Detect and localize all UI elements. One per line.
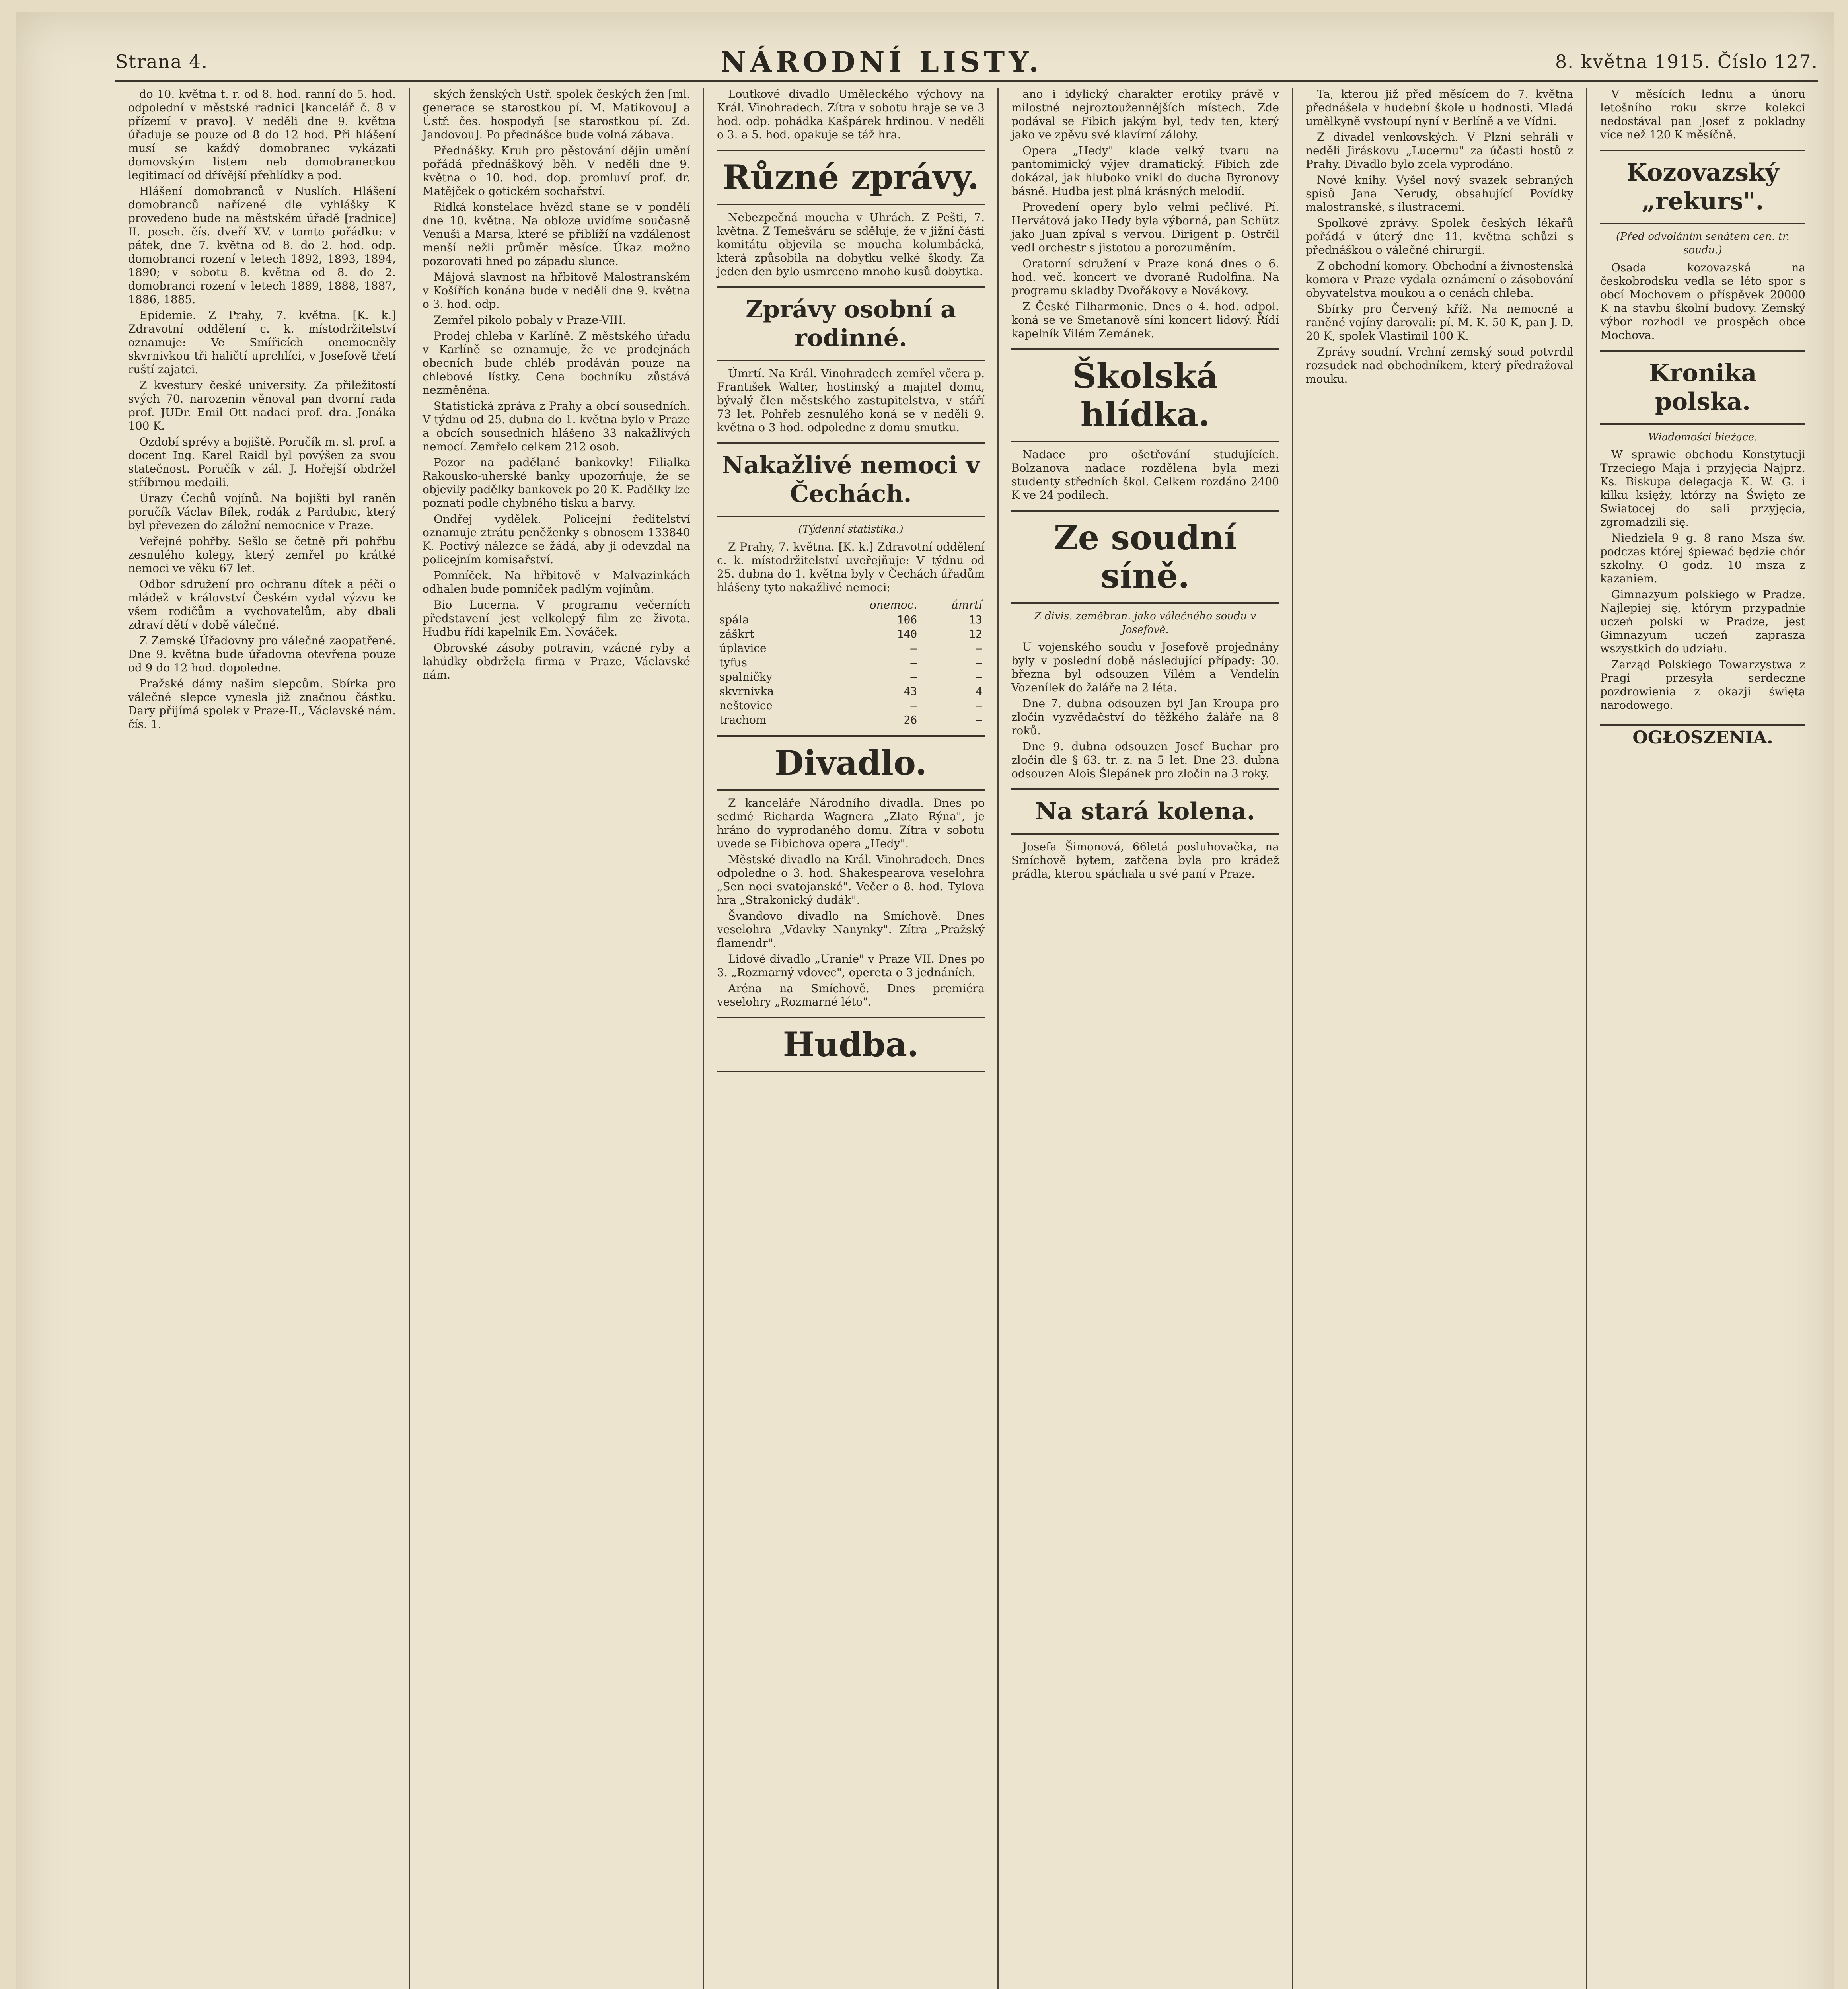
table-cell: 140 [897, 627, 917, 640]
table-cell: — [910, 699, 917, 712]
article-paragraph: V měsících lednu a únoru letošního roku skrze kolekci nedostával pan Josef z pokladny více než 120 K měsíčně. [1600, 88, 1805, 141]
article-paragraph: Městské divadlo na Král. Vinohradech. Dnes odpoledne o 3. hod. Shakespearova veselohra „Sen noci svatojanské". Večer o 8. hod. Tylova hra „Strakonický dudák". [717, 853, 985, 907]
article-paragraph: Osada kozovazská na českobrodsku vedla se léto spor s obcí Mochovem o příspěvek 20000 K na stavbu školní budovy. Zemský výbor rozhodl ve prospěch obce Mochova. [1600, 261, 1805, 342]
article-paragraph: do 10. května t. r. od 8. hod. ranní do 5. hod. odpolední v městské radnici [kancelář č. 8 v přízemí v pravo]. V neděli dne 9. května úřaduje se pouze od 8 do 12 hod. Při hlášení musí se každý domobranec vykázati domovským listem neb domobraneckou legitimací od dřívější přehlídky a pod. [128, 88, 396, 182]
table-header-cell: úmrtí [951, 598, 982, 611]
article-paragraph: Z divadel venkovských. V Plzni sehráli v neděli Jiráskovu „Lucernu" za účasti hostů z Prahy. Divadlo bylo zcela vyprodáno. [1306, 130, 1573, 171]
table-cell: — [976, 642, 982, 655]
table-cell: — [976, 670, 982, 683]
section-heading-hudba: Hudba. [717, 1017, 985, 1072]
section-heading-ruzne-zpravy: Různé zprávy. [717, 150, 985, 205]
section-heading-kozovazsky-rekurs: Kozovazský „rekurs". [1600, 150, 1805, 224]
article-paragraph: Niedziela 9 g. 8 rano Msza św. podczas której śpiewać będzie chór szkolny. O godz. 10 msza z kazaniem. [1600, 531, 1805, 585]
article-paragraph: Nové knihy. Vyšel nový svazek sebraných spisů Jana Nerudy, obsahující Povídky malostranské, s ilustracemi. [1306, 173, 1573, 214]
article-paragraph: Opera „Hedy" klade velký tvaru na pantomimický výjev dramatický. Fibich zde dokázal, jak hluboko vnikl do ducha Byronovy básně. Hudba jest plná krásných melodií. [1011, 144, 1279, 198]
newspaper-title: NÁRODNÍ LISTY. [721, 45, 1043, 78]
article-paragraph: Z Zemské Úřadovny pro válečné zaopatřené. Dne 9. května bude úřadovna otevřena pouze od 9 do 12 hod. dopoledne. [128, 634, 396, 674]
column-3 [704, 88, 999, 1989]
article-paragraph: Odbor sdružení pro ochranu dítek a péči o mládež v království Českém vydal výzvu ke všem rodičům a vychovatelům, aby dbali zdraví dětí v době válečné. [128, 578, 396, 631]
table-cell: úplavice [719, 642, 767, 655]
article-paragraph: Úmrtí. Na Král. Vinohradech zemřel včera p. František Walter, hostinský a majitel domu, bývalý člen městského zastupitelstva, v stáří 73 let. Pohřeb zesnulého koná se v neděli 9. května o 3 hod. odpoledne z domu smutku. [717, 367, 985, 434]
article-paragraph: Aréna na Smíchově. Dnes premiéra veselohry „Rozmarné léto". [717, 982, 985, 1008]
table-cell: 12 [969, 627, 982, 640]
article-paragraph: Dne 9. dubna odsouzen Josef Buchar pro zločin dle § 63. tr. z. na 5 let. Dne 23. dubna odsouzen Alois Šlepánek pro zločin na 3 roky. [1011, 740, 1279, 780]
article-paragraph: Sbírky pro Červený kříž. Na nemocné a raněné vojíny darovali: pí. M. K. 50 K, pan J. D. 20 K, spolek Vlastimil 100 K. [1306, 302, 1573, 343]
table-cell: — [910, 642, 917, 655]
article-paragraph: Z České Filharmonie. Dnes o 4. hod. odpol. koná se ve Smetanově síni koncert lidový. Řídí kapelník Vilém Zemánek. [1011, 300, 1279, 340]
section-heading-nakazlive-nemoci: Nakažlivé nemoci v Čechách. [717, 442, 985, 517]
table-cell: 106 [897, 613, 917, 626]
section-heading-skolska-hlidka: Školská hlídka. [1011, 348, 1279, 442]
columns [115, 88, 1818, 1989]
table-row [717, 627, 985, 641]
article-paragraph: Nebezpečná moucha v Uhrách. Z Pešti, 7. května. Z Temešváru se sděluje, že v jižní části komitátu objevila se moucha kolumbácká, která způsobila na dobytku velké škody. Za jeden den bylo usmrceno mnoho kusů dobytka. [717, 211, 985, 278]
table-cell: tyfus [719, 656, 747, 669]
article-paragraph: Bio Lucerna. V programu večerních představení jest velkolepý film ze života. Hudbu řídí kapelník Em. Nováček. [423, 598, 690, 638]
article-paragraph: Nadace pro ošetřování studujících. Bolzanova nadace rozdělena byla mezi studenty středních škol. Celkem rozdáno 2400 K ve 24 podílech. [1011, 448, 1279, 502]
article-paragraph: Přednášky. Kruh pro pěstování dějin umění pořádá přednáškový běh. V neděli dne 9. května o 10. hod. dop. promluví prof. dr. Matějček o gotickém sochařství. [423, 144, 690, 198]
table-cell: spalničky [719, 670, 773, 683]
table-cell: neštovice [719, 699, 773, 712]
section-subheading: (Týdenní statistika.) [798, 524, 904, 535]
article-paragraph: Ondřej vydělek. Policejní ředitelství oznamuje ztrátu peněženky s obnosem 133840 K. Poctivý nálezce se žádá, aby ji odevzdal na policejním komisařství. [423, 512, 690, 566]
section-heading-ogloszenia: OGŁOSZENIA. [1600, 724, 1805, 745]
table-cell: 26 [904, 713, 917, 726]
table-cell: 13 [969, 613, 982, 626]
section-heading-divadlo: Divadlo. [717, 735, 985, 791]
article-paragraph: Oratorní sdružení v Praze koná dnes o 6. hod. več. koncert ve dvoraně Rudolfina. Na programu skladby Dvořákovy a Novákovy. [1011, 257, 1279, 297]
table-header-cell [717, 597, 825, 613]
disease-statistics-table [717, 597, 985, 727]
table-row [717, 699, 985, 713]
section-heading-ze-soudni-sine: Ze soudní síně. [1011, 510, 1279, 604]
article-paragraph: Ozdobí sprévy a bojiště. Poručík m. sl. prof. a docent Ing. Karel Raidl byl povýšen za svou statečnost. Poručík v zál. J. Hořejší obdržel stříbrnou medaili. [128, 435, 396, 489]
section-subheading: (Před odvoláním senátem cen. tr. soudu.) [1616, 231, 1790, 256]
table-cell: trachom [719, 713, 767, 726]
article-paragraph: ských ženských Ústř. spolek českých žen [ml. generace se starostkou pí. M. Matikovou] a Ústř. čes. hospodyň [se starostkou pí. Zd. Jandovou]. Po přednášce bude volná zábava. [423, 88, 690, 141]
table-row [717, 641, 985, 656]
article-paragraph: Obrovské zásoby potravin, vzácné ryby a lahůdky obdržela firma v Praze, Václavské nám. [423, 641, 690, 681]
article-paragraph: Pomníček. Na hřbitově v Malvazinkách odhalen bude pomníček padlým vojínům. [423, 569, 690, 596]
column-5 [1293, 88, 1587, 1989]
article-paragraph: Veřejné pohřby. Sešlo se četně při pohřbu zesnulého kolegy, který zemřel po krátké nemoci ve věku 67 let. [128, 535, 396, 575]
column-6 [1587, 88, 1818, 1989]
article-paragraph: Májová slavnost na hřbitově Malostranském v Košířích konána bude v neděli dne 9. května o 3. hod. odp. [423, 271, 690, 311]
article-paragraph: Zprávy soudní. Vrchní zemský soud potvrdil rozsudek nad obchodníkem, který předražoval mouku. [1306, 345, 1573, 385]
section-heading-na-stara-kolena: Na stará kolena. [1011, 788, 1279, 835]
article-paragraph: W sprawie obchodu Konstytucji Trzeciego Maja i przyjęcia Najprz. Ks. Biskupa delegacja K. W. G. i kilku księży, którzy na Święto ze Swiatocej do sali przyjęcia, zgromadzili się. [1600, 448, 1805, 529]
article-paragraph: ano i idylický charakter erotiky právě v milostné nejroztoužennějších místech. Zde podával se Fibich jakým byl, tedy ten, který jako ve zpěvu své klavírní zálohy. [1011, 88, 1279, 141]
table-cell: — [910, 670, 917, 683]
table-cell: — [976, 656, 982, 669]
section-subheading: Wiadomości bieżące. [1648, 431, 1758, 443]
table-row [717, 713, 985, 727]
article-paragraph: Z kvestury české university. Za přiležitostí svých 70. narozenin věnoval pan dvorní rada prof. JUDr. Emil Ott nadaci prof. dra. Jonáka 100 K. [128, 379, 396, 432]
table-cell: skvrnivka [719, 685, 774, 698]
section-subheading: Z divis. zeměbran. jako válečného soudu v Josefově. [1034, 610, 1256, 636]
article-paragraph: Dne 7. dubna odsouzen byl Jan Kroupa pro zločin vyzvědačství do těžkého žaláře na 8 roků. [1011, 697, 1279, 737]
column-1 [115, 88, 410, 1989]
table-header-row [717, 597, 985, 613]
article-paragraph: Ridká konstelace hvězd stane se v pondělí dne 10. května. Na obloze uvidíme současně Venuši a Marsa, které se přiblíží na vzdálenost menší nežli průměr měsíce. Úkaz možno pozorovati hned po západu slunce. [423, 200, 690, 268]
article-paragraph: Pozor na padělané bankovky! Filialka Rakousko-uherské banky upozorňuje, že se objevily padělky bankovek po 20 K. Padělky lze poznati podle chybného tisku a barvy. [423, 456, 690, 510]
column-2 [410, 88, 704, 1989]
newspaper-page [16, 12, 1834, 1989]
table-cell: — [976, 699, 982, 712]
page-number: Strana 4. [115, 51, 208, 72]
table-row [717, 656, 985, 670]
article-paragraph: Loutkové divadlo Uměleckého výchovy na Král. Vinohradech. Zítra v sobotu hraje se ve 3 hod. odp. pohádka Kašpárek hrdinou. V neděli o 3. a 5. hod. opakuje se táž hra. [717, 88, 985, 141]
article-paragraph: Z Prahy, 7. května. [K. k.] Zdravotní oddělení c. k. místodržitelství uveřejňuje: V týdnu od 25. dubna do 1. května byly v Čechách úřadům hlášeny tyto nakažlivé nemoci: [717, 540, 985, 594]
article-paragraph: Z obchodní komory. Obchodní a živnostenská komora v Praze vydala oznámení o zásobování obyvatelstva moukou a o cenách chleba. [1306, 259, 1573, 300]
table-cell: záškrt [719, 627, 754, 640]
article-paragraph: Z kanceláře Národního divadla. Dnes po sedmé Richarda Wagnera „Zlato Rýna", je hráno do vyprodaného domu. Zítra v sobotu uvede se Fibichova opera „Hedy". [717, 796, 985, 850]
article-paragraph: Prodej chleba v Karlíně. Z městského úřadu v Karlíně se oznamuje, že ve prodejnách obecních bude chléb prodáván pouze na chlebové lístky. Cena bochníku zůstává nezměněna. [423, 329, 690, 397]
article-paragraph: Lidové divadlo „Uranie" v Praze VII. Dnes po 3. „Rozmarný vdovec", opereta o 3 jednáních. [717, 952, 985, 979]
table-cell: — [976, 713, 982, 726]
article-paragraph: Švandovo divadlo na Smíchově. Dnes veselohra „Vdavky Nanynky". Zítra „Pražský flamendr". [717, 909, 985, 950]
article-paragraph: Provedení opery bylo velmi pečlivé. Pí. Hervátová jako Hedy byla výborná, pan Schütz jako Juan zpíval s vervou. Dirigent p. Ostrčil vedl orchestr s jistotou a porozuměním. [1011, 200, 1279, 254]
article-paragraph: Josefa Šimonová, 66letá posluhovačka, na Smíchově bytem, zatčena byla pro krádež prádla, kterou spáchala u své paní v Praze. [1011, 840, 1279, 880]
article-paragraph: Hlášení domobranců v Nuslích. Hlášení domobranců nařízené dle vyhlášky K provedeno bude na městském úřadě [radnice] II. posch. čís. dveří XV. v tomto pořádku: v pátek, dne 7. května od 8. do 2. hod. odp. domobranci rození v letech 1892, 1893, 1894, 1890; v sobotu 8. května od 8. do 2. domobranci rození v letech 1889, 1888, 1887, 1886, 1885. [128, 185, 396, 306]
article-paragraph: Úrazy Čechů vojínů. Na bojišti byl raněn poručík Václav Bílek, rodák z Pardubic, který byl převezen do záložní nemocnice v Praze. [128, 492, 396, 532]
article-paragraph: Pražské dámy našim slepcům. Sbírka pro válečné slepce vynesla již značnou částku. Dary přijímá spolek v Praze-II., Václavské nám. čís. 1. [128, 677, 396, 731]
article-paragraph: Gimnazyum polskiego w Pradze. Najlepiej się, którym przypadnie uczeń polski w Pradze, jest Gimnazyum uczeń zaprasza wszystkich do udziału. [1600, 588, 1805, 655]
column-4 [999, 88, 1293, 1989]
table-cell: 4 [976, 685, 982, 698]
article-paragraph: U vojenského soudu v Josefově projednány byly v poslední době následující případy: 30. března byl odsouzen Vilém a Vendelín Vozenílek do žaláře na 2 léta. [1011, 640, 1279, 694]
table-cell: spála [719, 613, 749, 626]
article-paragraph: Zarząd Polskiego Towarzystwa z Pragi przesyła serdeczne pozdrowienia z okazji święta narodowego. [1600, 658, 1805, 712]
issue-date: 8. května 1915. Číslo 127. [1555, 51, 1818, 72]
table-row [717, 613, 985, 627]
article-paragraph: Zemřel pikolo pobaly v Praze-VIII. [434, 313, 626, 327]
section-heading-kronika-polska: Kronika polska. [1600, 350, 1805, 425]
table-cell: — [910, 656, 917, 669]
article-paragraph: Ta, kterou již před měsícem do 7. května přednášela v hudební škole u hodnosti. Mladá umělkyně vystoupí nyní v Berlíně a ve Vídni. [1306, 88, 1573, 128]
table-header-cell: onemoc. [869, 598, 917, 611]
section-heading-zpravy-osobni: Zprávy osobní a rodinné. [717, 286, 985, 361]
table-cell: 43 [904, 685, 917, 698]
table-row [717, 670, 985, 684]
article-paragraph: Epidemie. Z Prahy, 7. května. [K. k.] Zdravotní oddělení c. k. místodržitelství oznamuje: Ve Smířicích onemocněly skvrnivkou tři haličtí uprchlíci, v Josefově třetí ruští zajatci. [128, 309, 396, 376]
masthead [115, 44, 1818, 82]
article-paragraph: Spolkové zprávy. Spolek českých lékařů pořádá v úterý dne 11. května schůzi s přednáškou o válečné chirurgii. [1306, 216, 1573, 257]
article-paragraph: Statistická zpráva z Prahy a obcí sousedních. V týdnu od 25. dubna do 1. května bylo v Praze a obcích sousedních hlášeno 33 nakažlivých nemocí. Zemřelo celkem 212 osob. [423, 399, 690, 453]
table-row [717, 684, 985, 699]
